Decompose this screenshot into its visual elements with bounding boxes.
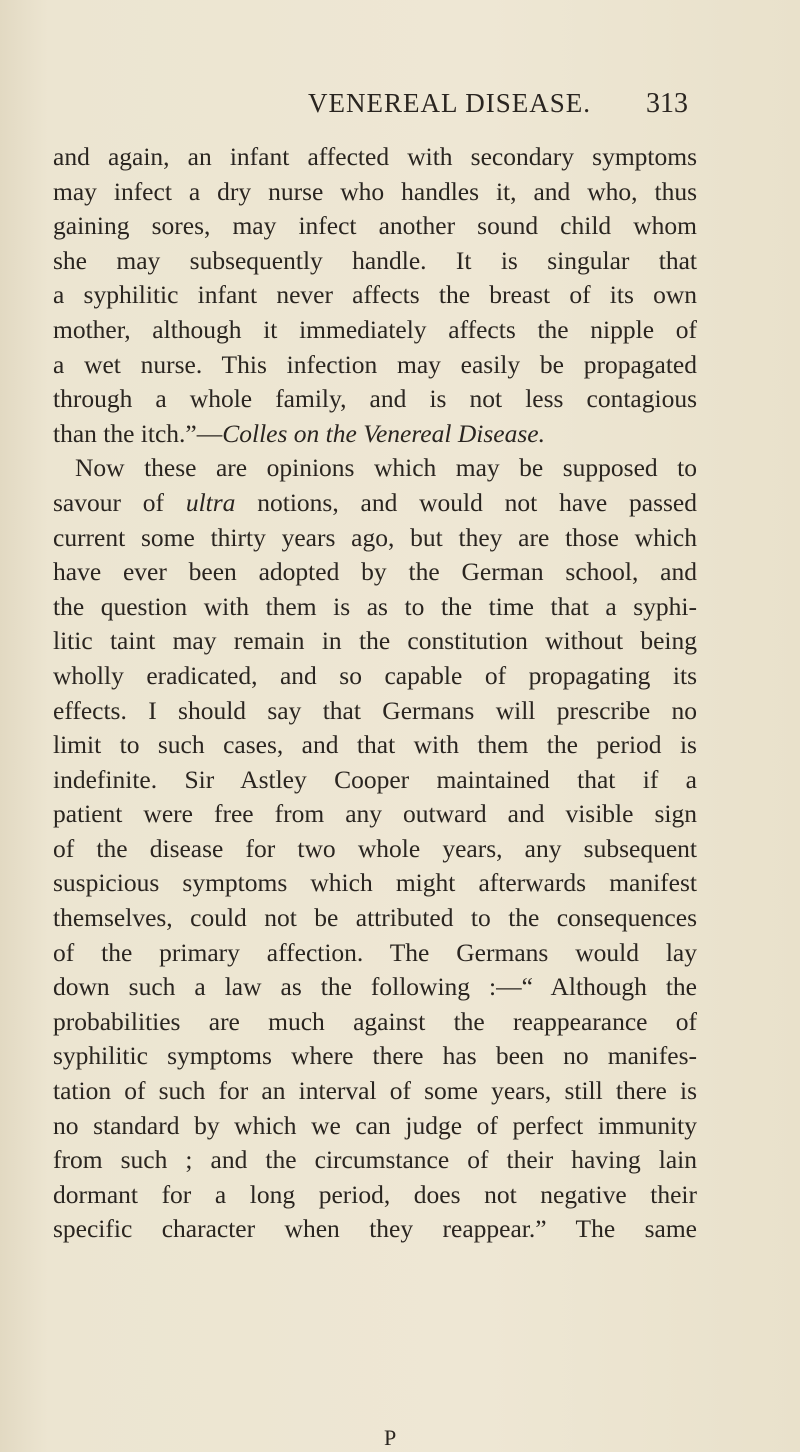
text-line: current some thirty years ago, but they are those which [53,522,697,552]
italic-word: ultra [185,487,236,517]
text-line: and again, an infant affected with secondary symptoms [53,142,697,171]
text-line: down such a law as the following :—“ Although the [53,972,697,1002]
text-line [53,417,697,452]
text-line: syphilitic symptoms where there has been no manifes- [53,1041,697,1071]
text-line: mother, although it immediately affects the nipple of [53,314,697,344]
text-run: savour of [53,487,186,517]
running-head-title: VENEREAL DISEASE. [308,88,591,118]
running-head [308,88,688,128]
signature-mark: P [384,1425,397,1450]
text-line: from such ; and the circumstance of their having lain [53,1145,697,1175]
text-line [53,486,697,521]
text-line: dormant for a long period, does not negative their [53,1179,697,1209]
text-line: have ever been adopted by the German school, and [53,557,697,587]
citation: Colles on the Venereal Disease. [222,418,545,448]
text-line: a syphilitic infant never affects the breast of its own [53,280,697,310]
text-line: gaining sores, may infect another sound child whom [53,211,697,241]
text-line: specific character when they reappear.” The same [53,1214,697,1244]
text-line: litic taint may remain in the constitution without being [53,626,697,656]
text-line: a wet nurse. This infection may easily be propagated [53,349,697,379]
text-line: themselves, could not be attributed to the consequences [53,903,697,933]
text-run: notions, and would not have passed [235,487,697,517]
text-line: patient were free from any outward and visible sign [53,799,697,829]
text-line: through a whole family, and is not less contagious [53,384,697,414]
text-line: effects. I should say that Germans will prescribe no [53,695,697,725]
quote-end: than the itch.”— [53,418,223,448]
text-line: limit to such cases, and that with them the period is [53,730,697,760]
text-line: Now these are opinions which may be supposed to [75,453,697,483]
page-number: 313 [646,88,688,119]
body-text [53,140,697,1247]
text-line: probabilities are much against the reappearance of [53,1006,697,1036]
text-line: of the disease for two whole years, any subsequent [53,833,697,863]
text-line: tation of such for an interval of some years, still there is [53,1076,697,1106]
text-line: no standard by which we can judge of perfect immunity [53,1110,697,1140]
text-line: of the primary affection. The Germans would lay [53,937,697,967]
text-line: indefinite. Sir Astley Cooper maintained that if a [53,764,697,794]
text-line: may infect a dry nurse who handles it, and who, thus [53,176,697,206]
text-line: wholly eradicated, and so capable of propagating its [53,660,697,690]
text-line: the question with them is as to the time that a syphi- [53,591,697,621]
text-line: she may subsequently handle. It is singular that [53,245,697,275]
text-line: suspicious symptoms which might afterwards manifest [53,868,697,898]
